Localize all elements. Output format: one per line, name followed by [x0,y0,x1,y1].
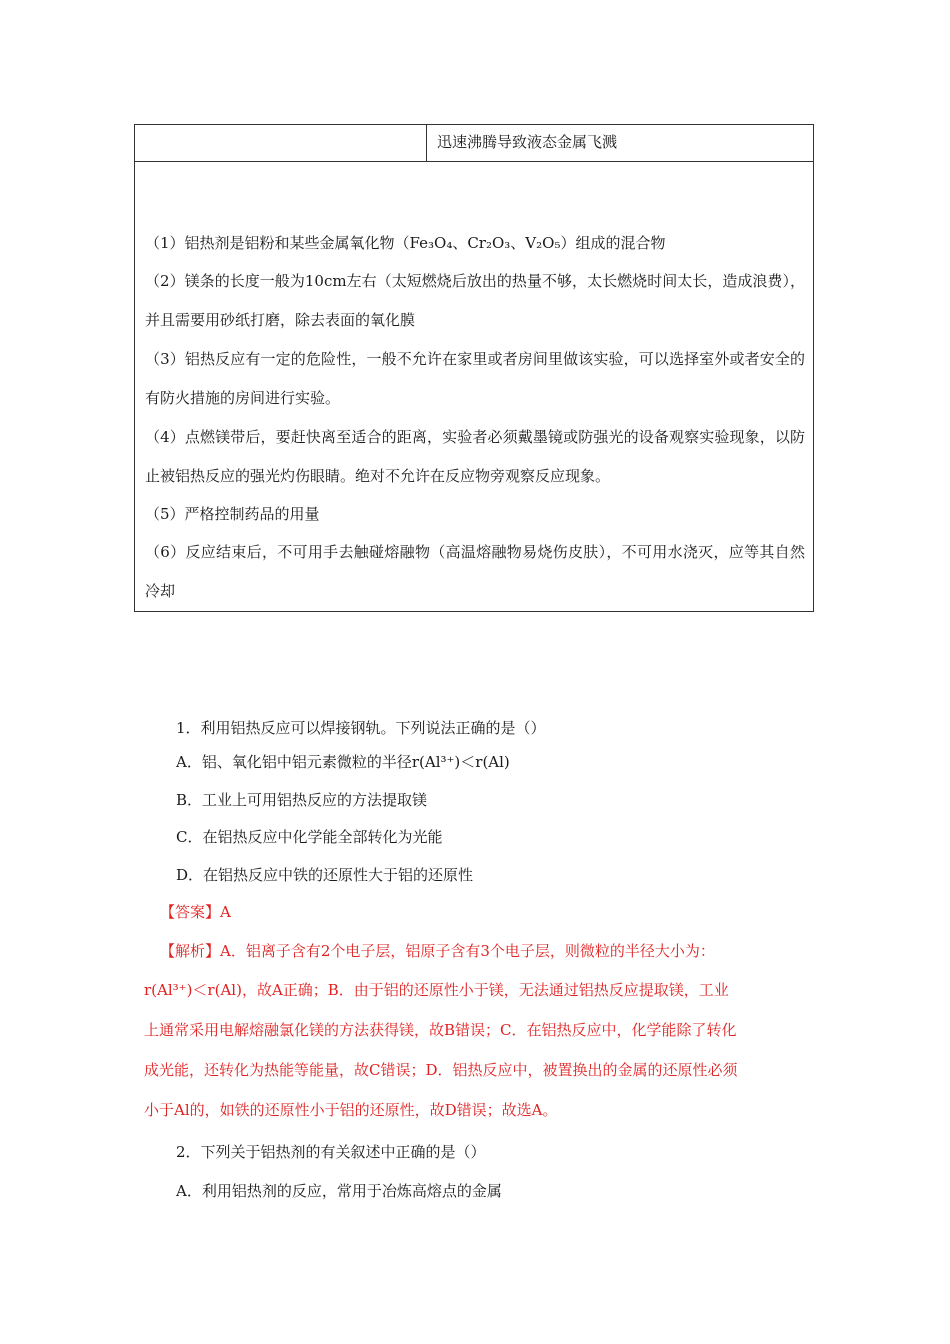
note-5: （5）严格控制药品的用量 [145,505,320,523]
analysis-line-3: 上通常采用电解熔融氯化镁的方法获得镁，故B错误；C．在铝热反应中，化学能除了转化 [144,1021,737,1039]
note-3: （3）铝热反应有一定的危险性，一般不允许在家里或者房间里做该实验，可以选择室外或者安全的有防火措施的房间进行实验。 [145,350,805,407]
notes-table [134,124,814,612]
note-1: （1）铝热剂是铝粉和某些金属氧化物（Fe₃O₄、Cr₂O₃、V₂O₅）组成的混合物 [145,234,666,252]
analysis-line-1: 【解析】A．铝离子含有2个电子层，铝原子含有3个电子层，则微粒的半径大小为： [160,942,715,960]
precautions-list [145,225,805,611]
option-a: A．铝、氧化铝中铝元素微粒的半径r(Al³⁺)＜r(Al) [176,753,510,771]
analysis-line-2: r(Al³⁺)＜r(Al)，故A正确；B．由于铝的还原性小于镁，无法通过铝热反应提取镁，工业 [144,981,729,999]
table-cell-empty [135,125,427,161]
note-4: （4）点燃镁带后，要赶快离至适合的距离，实验者必须戴墨镜或防强光的设备观察实验现象，以防止被铝热反应的强光灼伤眼睛。绝对不允许在反应物旁观察反应现象。 [145,428,805,485]
option-d: D．在铝热反应中铁的还原性大于铝的还原性 [176,866,474,884]
analysis-line-4: 成光能，还转化为热能等能量，故C错误；D．铝热反应中，被置换出的金属的还原性必须 [144,1061,738,1079]
table-row [135,125,813,162]
note-2: （2）镁条的长度一般为10cm左右（太短燃烧后放出的热量不够，太长燃烧时间太长，造成浪费），并且需要用砂纸打磨，除去表面的氧化膜 [145,272,805,329]
option-a: A．利用铝热剂的反应，常用于冶炼高熔点的金属 [176,1182,502,1200]
analysis-line-5: 小于Al的，如铁的还原性小于铝的还原性，故D错误；故选A。 [144,1101,558,1119]
option-c: C．在铝热反应中化学能全部转化为光能 [176,828,443,846]
answer: 【答案】A [160,903,231,921]
note-6: （6）反应结束后，不可用手去触碰熔融物（高温熔融物易烧伤皮肤），不可用水浇灭，应等其自然冷却 [145,543,805,600]
question-stem: 1．利用铝热反应可以焊接钢轨。下列说法正确的是（） [176,719,546,737]
table-cell-text: 迅速沸腾导致液态金属飞溅 [437,133,618,151]
question-stem: 2．下列关于铝热剂的有关叙述中正确的是（） [176,1143,486,1161]
option-b: B．工业上可用铝热反应的方法提取镁 [176,791,428,809]
